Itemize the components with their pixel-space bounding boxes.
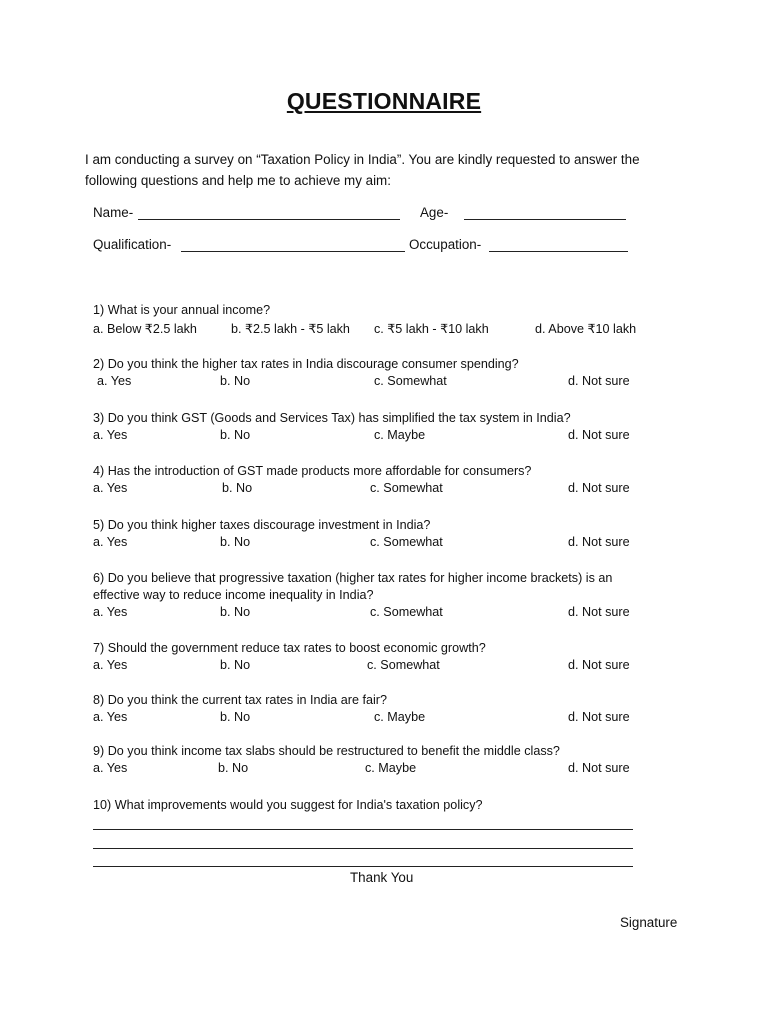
q7-option-d[interactable]: d. Not sure [568, 658, 630, 672]
q8-option-d[interactable]: d. Not sure [568, 710, 630, 724]
q7-option-c[interactable]: c. Somewhat [367, 658, 440, 672]
occupation-label: Occupation- [409, 237, 482, 252]
page-title: QUESTIONNAIRE [286, 88, 482, 114]
q3-option-c[interactable]: c. Maybe [374, 428, 426, 442]
q8-option-a[interactable]: a. Yes [93, 710, 128, 724]
q5-option-a[interactable]: a. Yes [93, 535, 128, 549]
signature-label: Signature [620, 915, 678, 930]
q8-option-b[interactable]: b. No [220, 710, 251, 724]
question-7: 7) Should the government reduce tax rates to boost economic growth? [93, 641, 486, 655]
question-10: 10) What improvements would you suggest for India's taxation policy? [93, 798, 483, 812]
q5-option-c[interactable]: c. Somewhat [370, 535, 443, 549]
q4-option-d[interactable]: d. Not sure [568, 481, 630, 495]
answer-line-2[interactable] [93, 848, 633, 849]
q1-option-c[interactable]: c. ₹5 lakh - ₹10 lakh [374, 322, 489, 336]
q2-option-c[interactable]: c. Somewhat [374, 374, 447, 388]
q6-option-b[interactable]: b. No [220, 605, 251, 619]
q3-option-b[interactable]: b. No [220, 428, 251, 442]
q6-option-a[interactable]: a. Yes [93, 605, 128, 619]
q4-option-b[interactable]: b. No [222, 481, 253, 495]
q9-option-b[interactable]: b. No [218, 761, 249, 775]
question-8: 8) Do you think the current tax rates in India are fair? [93, 693, 388, 707]
closing-text: Thank You [350, 870, 414, 885]
question-5: 5) Do you think higher taxes discourage investment in India? [93, 518, 431, 532]
question-2: 2) Do you think the higher tax rates in India discourage consumer spending? [93, 357, 519, 371]
q7-option-a[interactable]: a. Yes [93, 658, 128, 672]
question-3: 3) Do you think GST (Goods and Services Tax) has simplified the tax system in India? [93, 411, 571, 425]
q9-option-d[interactable]: d. Not sure [568, 761, 630, 775]
q1-option-b[interactable]: b. ₹2.5 lakh - ₹5 lakh [231, 322, 350, 336]
q5-option-b[interactable]: b. No [220, 535, 251, 549]
q1-option-d[interactable]: d. Above ₹10 lakh [535, 322, 637, 336]
question-9: 9) Do you think income tax slabs should be restructured to benefit the middle class? [93, 744, 560, 758]
occupation-field[interactable] [489, 239, 628, 252]
intro-paragraph: I am conducting a survey on “Taxation Policy in India”. You are kindly requested to answer the following questions and help me to achieve my aim: [85, 152, 640, 188]
q8-option-c[interactable]: c. Maybe [374, 710, 426, 724]
q9-option-c[interactable]: c. Maybe [365, 761, 417, 775]
q2-option-d[interactable]: d. Not sure [568, 374, 630, 388]
q4-option-a[interactable]: a. Yes [93, 481, 128, 495]
age-field[interactable] [464, 207, 626, 220]
q5-option-d[interactable]: d. Not sure [568, 535, 630, 549]
name-field[interactable] [138, 207, 400, 220]
name-label: Name- [93, 205, 134, 220]
question-4: 4) Has the introduction of GST made products more affordable for consumers? [93, 464, 532, 478]
q2-option-b[interactable]: b. No [220, 374, 251, 388]
question-6: 6) Do you believe that progressive taxation (higher tax rates for higher income brackets) is an effective way to reduce income inequality in India? [93, 571, 613, 602]
q2-option-a[interactable]: a. Yes [97, 374, 132, 388]
question-1: 1) What is your annual income? [93, 303, 271, 317]
q1-option-a[interactable]: a. Below ₹2.5 lakh [93, 322, 197, 336]
q4-option-c[interactable]: c. Somewhat [370, 481, 443, 495]
qualification-label: Qualification- [93, 237, 172, 252]
q6-option-c[interactable]: c. Somewhat [370, 605, 443, 619]
age-label: Age- [420, 205, 449, 220]
qualification-field[interactable] [181, 239, 405, 252]
q6-option-d[interactable]: d. Not sure [568, 605, 630, 619]
q3-option-d[interactable]: d. Not sure [568, 428, 630, 442]
q7-option-b[interactable]: b. No [220, 658, 251, 672]
answer-line-3[interactable] [93, 866, 633, 867]
q3-option-a[interactable]: a. Yes [93, 428, 128, 442]
answer-line-1[interactable] [93, 829, 633, 830]
q9-option-a[interactable]: a. Yes [93, 761, 128, 775]
